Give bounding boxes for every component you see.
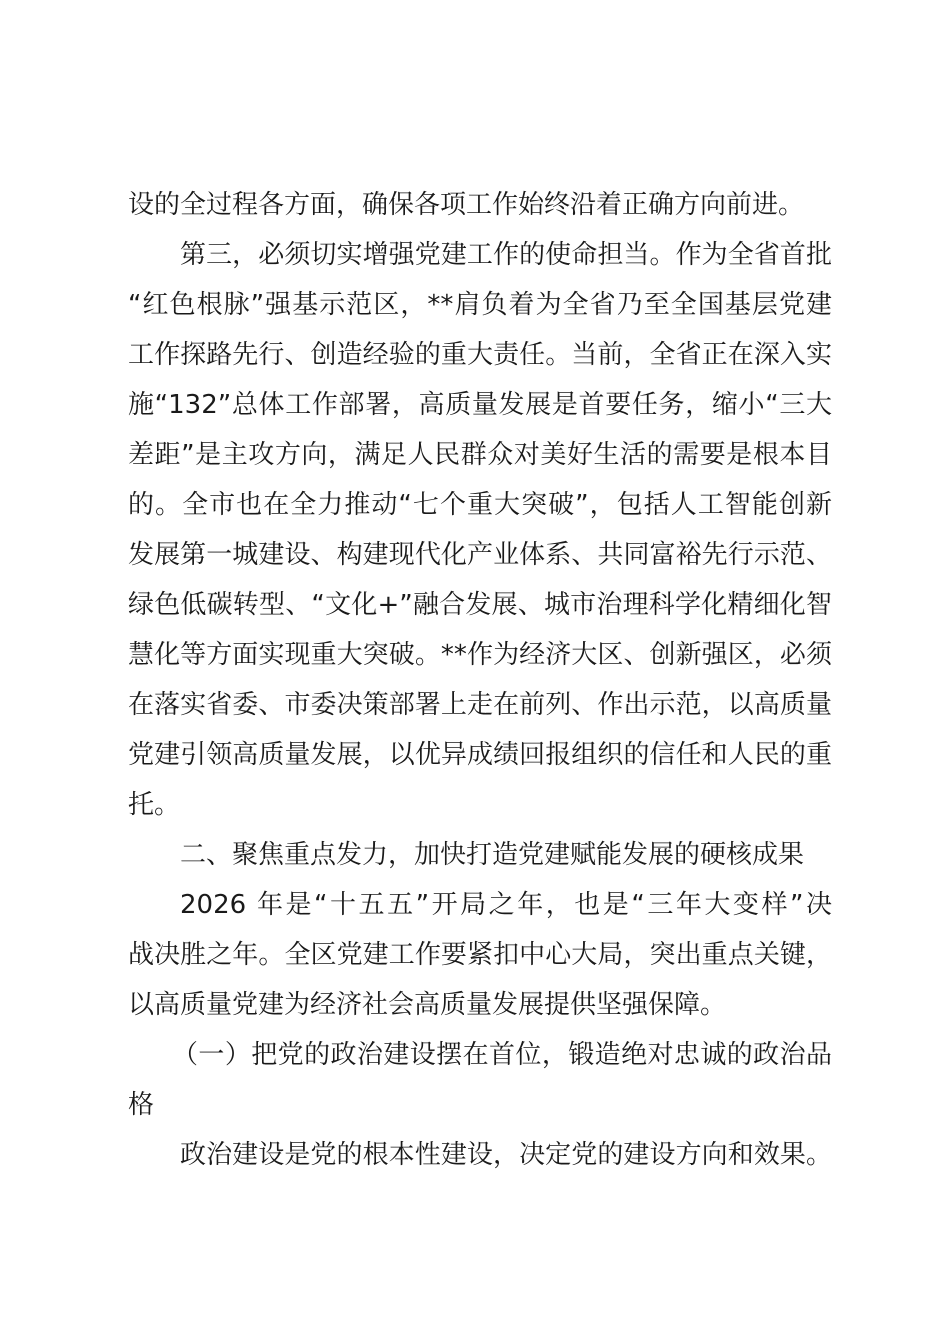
paragraph-line: “红色根脉”强基示范区，**肩负着为全省乃至全国基层党建: [128, 290, 832, 320]
paragraph-line: 2026 年是“十五五”开局之年，也是“三年大变样”决: [180, 890, 832, 920]
subsection-heading: 格: [128, 1090, 155, 1120]
paragraph-line: 政治建设是党的根本性建设，决定党的建设方向和效果。: [180, 1140, 832, 1170]
paragraph-line: 托。: [128, 790, 181, 820]
paragraph-line: 在落实省委、市委决策部署上走在前列、作出示范，以高质量: [128, 690, 832, 720]
paragraph-line: 设的全过程各方面，确保各项工作始终沿着正确方向前进。: [128, 190, 805, 220]
paragraph-line: 工作探路先行、创造经验的重大责任。当前，全省正在深入实: [128, 340, 832, 370]
paragraph-line: 党建引领高质量发展，以优异成绩回报组织的信任和人民的重: [128, 740, 832, 770]
paragraph-line: 以高质量党建为经济社会高质量发展提供坚强保障。: [128, 990, 727, 1020]
paragraph-line: 战决胜之年。全区党建工作要紧扣中心大局，突出重点关键，: [128, 940, 832, 970]
paragraph-line: 绿色低碳转型、“文化+”融合发展、城市治理科学化精细化智: [128, 590, 832, 620]
subsection-heading: （一）把党的政治建设摆在首位，锻造绝对忠诚的政治品: [172, 1040, 832, 1070]
paragraph-line: 慧化等方面实现重大突破。**作为经济大区、创新强区，必须: [128, 640, 832, 670]
paragraph-line: 发展第一城建设、构建现代化产业体系、共同富裕先行示范、: [128, 540, 832, 570]
paragraph-line: 第三，必须切实增强党建工作的使命担当。作为全省首批: [180, 240, 832, 270]
section-heading: 二、聚焦重点发力，加快打造党建赋能发展的硬核成果: [180, 840, 805, 870]
paragraph-line: 的。全市也在全力推动“七个重大突破”，包括人工智能创新: [128, 490, 832, 520]
paragraph-line: 施“132”总体工作部署，高质量发展是首要任务，缩小“三大: [128, 390, 832, 420]
paragraph-line: 差距”是主攻方向，满足人民群众对美好生活的需要是根本目: [128, 440, 832, 470]
